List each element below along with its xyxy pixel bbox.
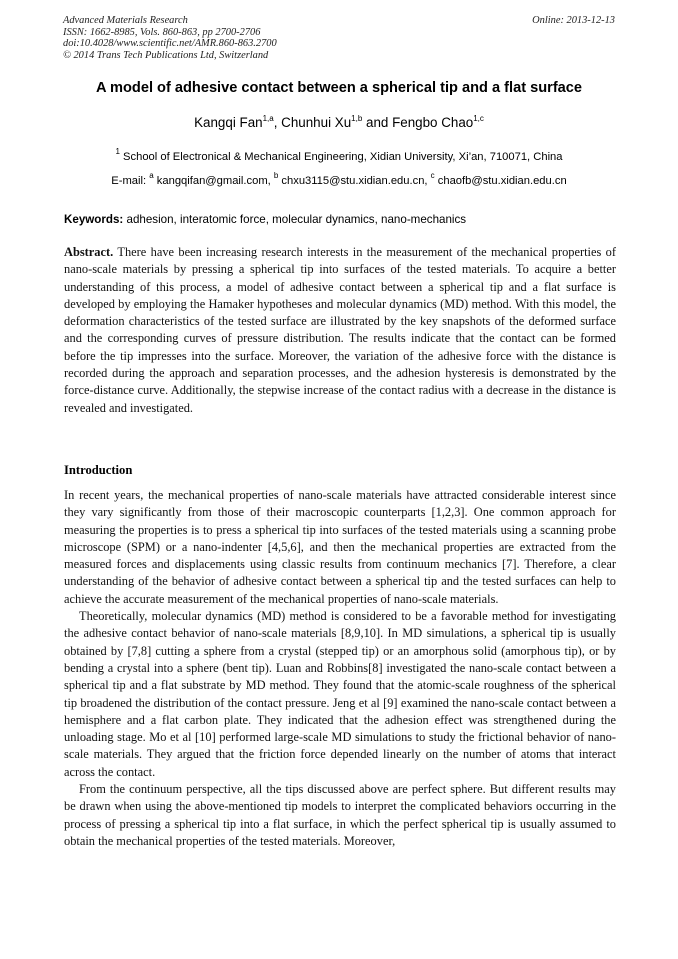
paper-title: A model of adhesive contact between a spherical tip and a flat surface (95, 80, 583, 96)
online-date: Online: 2013-12-13 (532, 15, 615, 26)
paragraph: Theoretically, molecular dynamics (MD) method is considered to be a favorable method for investigating the adhesive contact behavior of nano-scale materials [8,9,10]. In MD simulations, a spherical tip is usually obtained by [7,8] cutting a sphere from a crystal (stepped tip) or an amorphous solid (amorphous tip), or by bending a crystal into a sphere (bent tip). Luan and Robbins[8] investigated the nano-scale contact between a spherical tip and a flat substrate by MD method. They found that the atomic-scale roughness of the spherical tip broadened the distribution of the contact pressure. Jeng et al [9] examined the nano-scale contact between a hemisphere and a flat carbon plate. They indicated that the adhesion effect was strengthened during the unloading stage. Mo et al [10] performed large-scale MD simulations to study the frictional behavior of nano-scale materials. They argued that the friction force depended linearly on the number of atoms that interact across the contact. (64, 609, 616, 779)
paragraph: In recent years, the mechanical properties of nano-scale materials have attracted considerable interest since they vary significantly from those of their macroscopic counterparts [1,2,3]. One common approach for measuring the properties is to press a spherical tip into surfaces of the tested materials using a scanning probe microscope (SPM) or a nano-indenter [4,5,6], and then the mechanical properties are extracted from the measured forces and displacements using classic results from continuum mechanics [7]. Therefore, a clear understanding of the behavior of adhesive contact between a spherical tip and the tested surfaces can help to achieve the accurate measurement of the mechanical properties of nano-scale materials. (64, 488, 616, 606)
email-address[interactable]: chaofb@stu.xidian.edu.cn (434, 175, 567, 187)
introduction-body (64, 487, 616, 850)
email-superscript: a (149, 171, 154, 180)
email-address[interactable]: chxu3115@stu.xidian.edu.cn, (278, 175, 431, 187)
author-separator: and (362, 115, 393, 130)
author-superscript: 1,a (262, 114, 274, 123)
author-list (30, 115, 648, 130)
author-name: Kangqi Fan (194, 115, 263, 130)
journal-issn: ISSN: 1662-8985, Vols. 860-863, pp 2700-2706 (63, 26, 261, 38)
email-superscript: b (273, 171, 279, 180)
journal-name: Advanced Materials Research (63, 15, 188, 26)
keywords-label: Keywords: (64, 213, 124, 226)
author-superscript: 1,b (351, 114, 363, 123)
abstract (64, 244, 616, 417)
journal-doi[interactable]: doi:10.4028/www.scientific.net/AMR.860-863.2700 (63, 38, 277, 50)
paragraph: From the continuum perspective, all the tips discussed above are perfect sphere. But different results may be drawn when using the above-mentioned tip models to interpret the complicated behaviors occurring in the process of pressing a spherical tip into a flat surface, in which the perfect spherical tip is usually assumed to obtain the mechanical properties of the tested materials. Moreover, (64, 782, 616, 848)
section-heading-introduction: Introduction (64, 463, 133, 477)
journal-copyright: © 2014 Trans Tech Publications Ltd, Switzerland (63, 49, 269, 61)
affiliation-superscript: 1 (115, 147, 120, 156)
author-name: Fengbo Chao (392, 115, 474, 130)
abstract-label: Abstract. (64, 245, 114, 259)
email-line (30, 171, 648, 187)
author-superscript: 1,c (473, 114, 484, 123)
abstract-text: There have been increasing research interests in the measurement of the mechanical properties of nano-scale materials by pressing a spherical tip into surfaces of the tested materials. To acquire a better understanding of this process, a model of adhesive contact between a spherical tip and a flat surface is developed by employing the Hamaker hypotheses and molecular dynamics (MD) method. With this model, the deformation characteristics of the tested surface are illustrated by the key snapshots of the deformed surface and the corresponding curves of pressure distribution. The results indicate that the contact can be formed before the tip impresses into the surface. Moreover, the variation of the adhesive force with the distance is recorded during the approach and separation processes, and the adhesion hysteresis is demonstrated by the force-distance curve. Additionally, the stepwise increase of the contact radius with a decrease in the distance is revealed and investigated. (64, 245, 616, 415)
author-separator: , (273, 115, 282, 130)
affiliation-text: School of Electronical & Mechanical Engineering, Xidian University, Xi’an, 710071, China (119, 151, 563, 163)
email-superscript: c (430, 171, 435, 180)
email-address[interactable]: kangqifan@gmail.com, (153, 175, 274, 187)
author-name: Chunhui Xu (281, 115, 352, 130)
keywords (64, 213, 616, 226)
email-label: E-mail: (111, 175, 150, 187)
keywords-text: adhesion, interatomic force, molecular dynamics, nano-mechanics (123, 213, 467, 226)
affiliation (30, 147, 648, 163)
journal-header (63, 15, 615, 61)
